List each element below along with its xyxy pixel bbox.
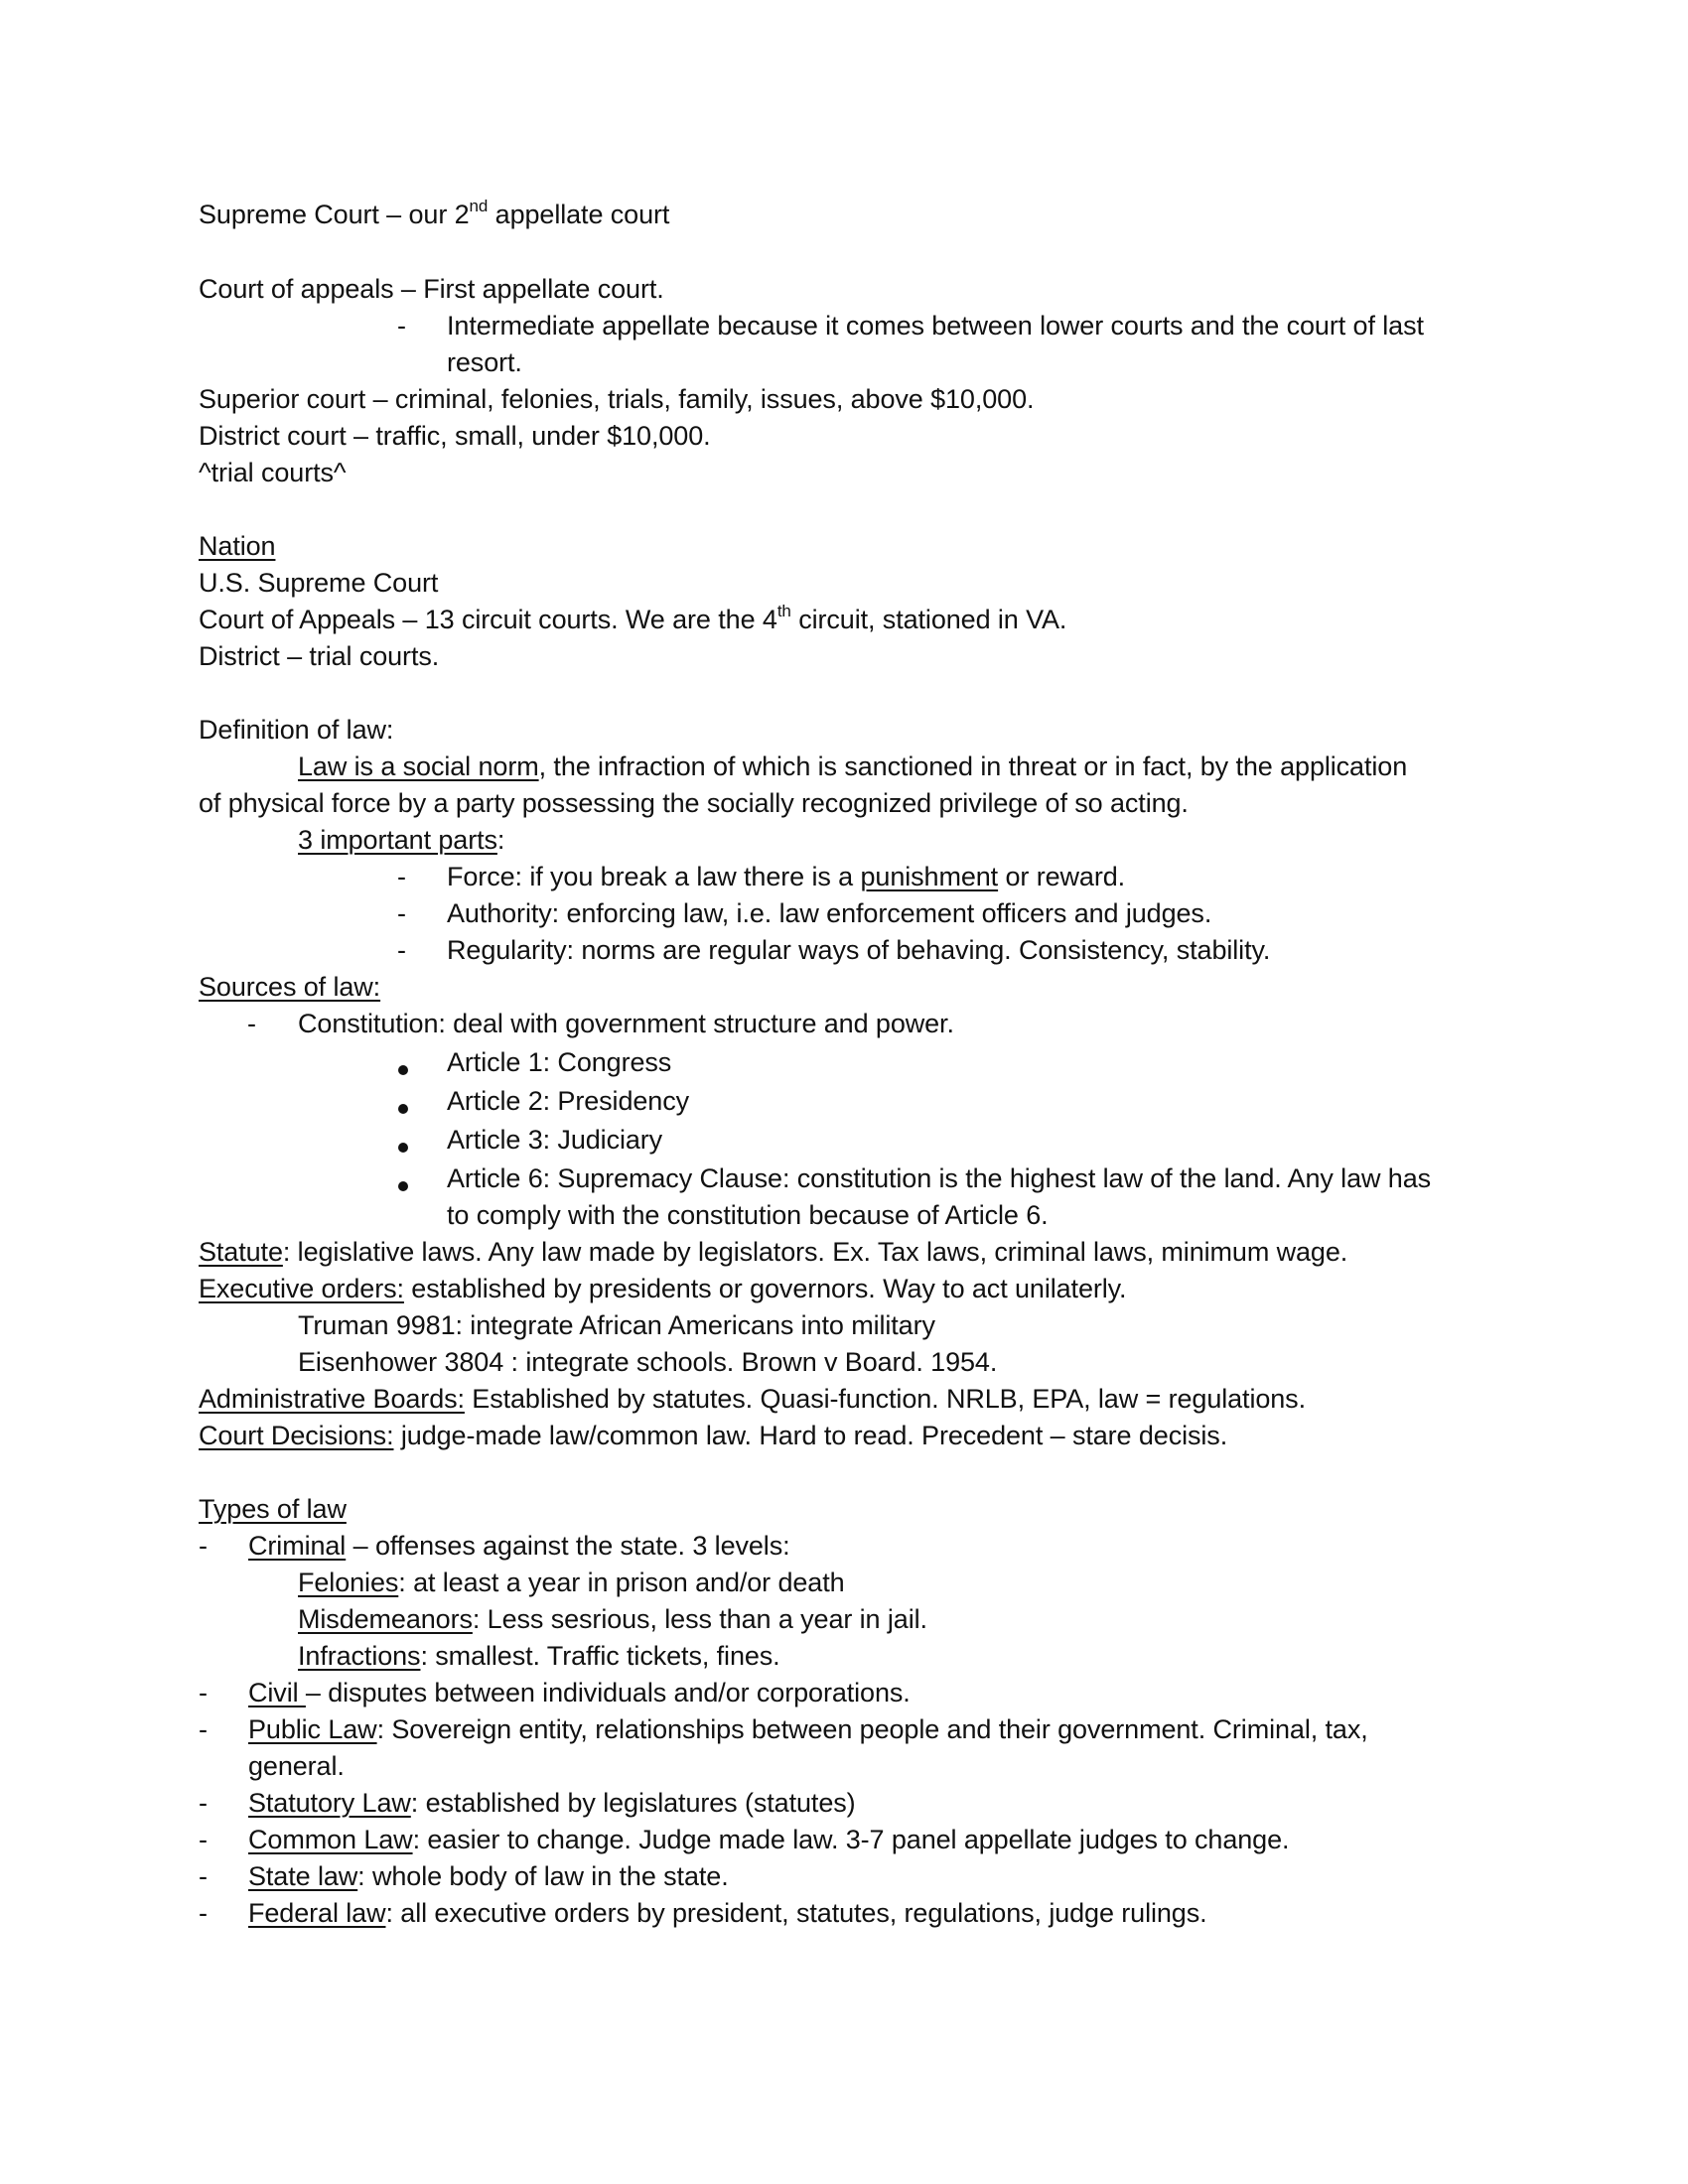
definition-heading: Definition of law: [199,715,394,745]
felonies-text: : at least a year in prison and/or death [398,1568,845,1597]
trial-courts-line: ^trial courts^ [199,458,347,487]
statutory-law-text: : established by legislatures (statutes) [410,1788,856,1818]
definition-line-2: of physical force by a party possessing the socially recognized privilege of so acting. [199,788,1189,818]
dash-marker: - [397,898,406,928]
constitution-line: Constitution: deal with government structure and power. [298,1009,954,1038]
federal-law-line [248,1895,1207,1932]
court-decisions-line [199,1418,1227,1454]
federal-appeals-text: Court of Appeals – 13 circuit courts. We are the 4 [199,605,777,634]
statute-text: : legislative laws. Any law made by legislators. Ex. Tax laws, criminal laws, minimum wage. [282,1237,1348,1267]
definition-text: , the infraction of which is sanctioned in threat or in fact, by the application [538,751,1408,781]
dash-marker: - [199,1678,208,1707]
article-3-line: Article 3: Judiciary [447,1125,663,1155]
dash-marker: - [199,1825,208,1854]
article-6-line-2: to comply with the constitution because of Article 6. [447,1200,1049,1230]
us-supreme-court-line: U.S. Supreme Court [199,568,439,598]
criminal-text: – offenses against the state. 3 levels: [346,1531,790,1561]
definition-underlined: Law is a social norm [298,751,539,781]
dash-marker: - [199,1714,208,1744]
executive-orders-underlined: Executive orders: [199,1274,404,1303]
federal-appeals-text-2: circuit, stationed in VA. [790,605,1067,634]
force-text: Force: if you break a law there is a [447,862,861,891]
dash-marker: - [199,1531,208,1561]
types-heading: Types of law [199,1494,347,1524]
supreme-court-line [199,197,669,233]
supreme-court-text: Supreme Court – our 2 [199,200,470,229]
nation-heading: Nation [199,531,276,561]
district-court-line: District court – traffic, small, under $10,000. [199,421,711,451]
executive-orders-line [199,1271,1126,1307]
public-law-line-2: general. [248,1751,345,1781]
civil-line [248,1675,911,1711]
force-text-2: or reward. [998,862,1126,891]
dash-marker: - [199,1861,208,1891]
statutory-law-underlined: Statutory Law [248,1788,411,1818]
federal-law-text: : all executive orders by president, statutes, regulations, judge rulings. [385,1898,1207,1928]
common-law-line [248,1822,1289,1858]
truman-line: Truman 9981: integrate African Americans into military [298,1310,935,1340]
federal-district-line: District – trial courts. [199,641,440,671]
felonies-line [298,1565,845,1601]
administrative-boards-text: Established by statutes. Quasi-function. NRLB, EPA, law = regulations. [464,1384,1306,1414]
civil-text: – disputes between individuals and/or corporations. [305,1678,911,1707]
state-law-text: : whole body of law in the state. [357,1861,729,1891]
infractions-line [298,1638,780,1675]
dash-marker: - [247,1009,256,1038]
authority-line: Authority: enforcing law, i.e. law enforcement officers and judges. [447,898,1212,928]
supreme-court-text-2: appellate court [488,200,670,229]
bullet-icon [398,1181,408,1191]
superior-court-line: Superior court – criminal, felonies, trials, family, issues, above $10,000. [199,384,1035,414]
bullet-icon [398,1143,408,1153]
dash-marker: - [397,311,406,341]
executive-orders-text: established by presidents or governors. Way to act unilaterly. [403,1274,1127,1303]
statutory-law-line [248,1785,856,1822]
bullet-icon [398,1104,408,1114]
intermediate-line-2: resort. [447,347,522,377]
civil-underlined: Civil [248,1678,306,1707]
dash-marker: - [199,1898,208,1928]
dash-marker: - [199,1788,208,1818]
infractions-text: : smallest. Traffic tickets, fines. [420,1641,780,1671]
infractions-underlined: Infractions [298,1641,421,1671]
administrative-boards-line [199,1381,1306,1418]
criminal-underlined: Criminal [248,1531,347,1561]
misdemeanors-text: : Less sesrious, less than a year in jail. [472,1604,927,1634]
administrative-boards-underlined: Administrative Boards: [199,1384,465,1414]
public-law-line [248,1711,1368,1748]
dash-marker: - [397,862,406,891]
court-decisions-text: judge-made law/common law. Hard to read. Precedent – stare decisis. [393,1421,1228,1450]
state-law-line [248,1858,729,1895]
court-of-appeals-line: Court of appeals – First appellate court. [199,274,664,304]
federal-appeals-sup: th [776,602,791,620]
court-decisions-underlined: Court Decisions: [199,1421,394,1450]
important-parts-line [298,822,504,859]
statute-line [199,1234,1347,1271]
supreme-court-sup: nd [469,197,489,215]
public-law-underlined: Public Law [248,1714,377,1744]
misdemeanors-line [298,1601,927,1638]
state-law-underlined: State law [248,1861,358,1891]
article-6-line-1: Article 6: Supremacy Clause: constitution is the highest law of the land. Any law has [447,1163,1432,1193]
criminal-line [248,1528,790,1565]
statute-underlined: Statute [199,1237,283,1267]
bullet-icon [398,1065,408,1075]
federal-law-underlined: Federal law [248,1898,386,1928]
federal-appeals-line [199,602,1066,638]
common-law-underlined: Common Law [248,1825,413,1854]
felonies-underlined: Felonies [298,1568,399,1597]
public-law-text: : Sovereign entity, relationships between people and their government. Criminal, tax, [376,1714,1368,1744]
misdemeanors-underlined: Misdemeanors [298,1604,473,1634]
dash-marker: - [397,935,406,965]
force-underlined: punishment [860,862,999,891]
important-parts-colon: : [496,825,505,855]
sources-heading: Sources of law: [199,972,381,1002]
article-2-line: Article 2: Presidency [447,1086,689,1116]
intermediate-line-1: Intermediate appellate because it comes between lower courts and the court of last [447,311,1424,341]
force-line [447,859,1125,895]
common-law-text: : easier to change. Judge made law. 3-7 panel appellate judges to change. [412,1825,1290,1854]
regularity-line: Regularity: norms are regular ways of behaving. Consistency, stability. [447,935,1271,965]
important-parts-underlined: 3 important parts [298,825,497,855]
article-1-line: Article 1: Congress [447,1047,672,1077]
eisenhower-line: Eisenhower 3804 : integrate schools. Brown v Board. 1954. [298,1347,998,1377]
definition-line-1 [298,749,1407,785]
